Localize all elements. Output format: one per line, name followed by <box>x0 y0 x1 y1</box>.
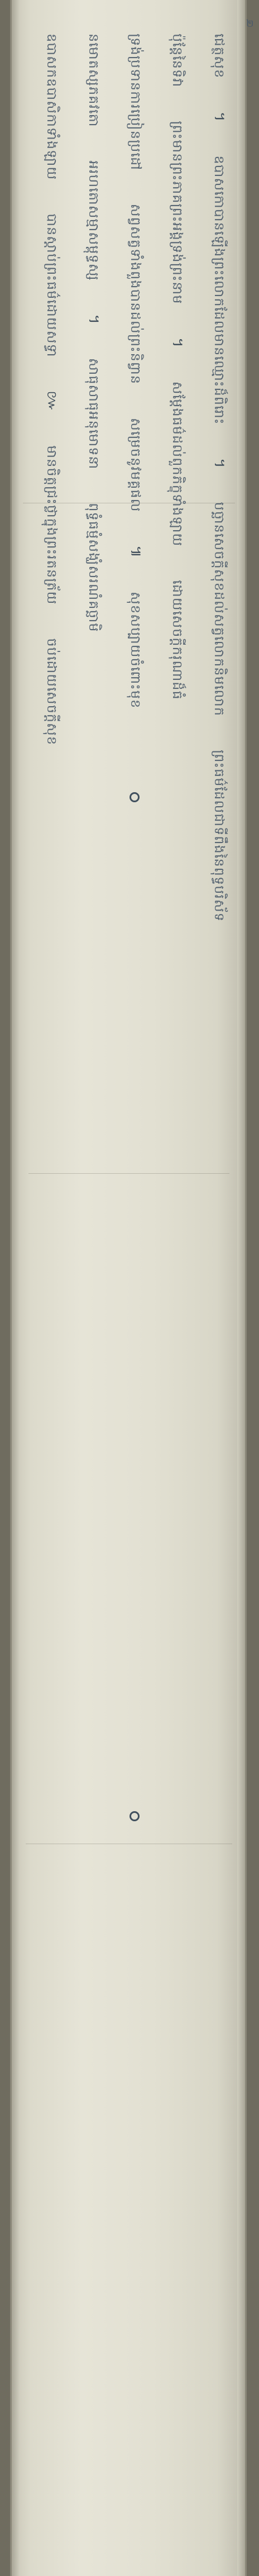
line-2-segment-4: ដោយសេចក្ដីករុណាដ៏ធំ <box>170 580 186 700</box>
line-5-segment-1: ឧបាសកឧបាសិកាទាំងឡាយ <box>44 34 60 180</box>
line-4-segment-2: អរហតោសម្មាសម្ពុទ្ធស្ស <box>86 160 102 281</box>
punctuation-mark: ។ <box>211 112 228 122</box>
manuscript-line-2 <box>162 34 190 2548</box>
manuscript-line-5 <box>37 34 65 2548</box>
line-5-segment-2: បានស្ដាប់ព្រះធម៌ដោយសទ្ធា <box>44 213 60 358</box>
line-4-segment-4: ពុទ្ធំធម្មំសង្ឃំសរណំគច្ឆាមិ <box>86 503 102 632</box>
manuscript-line-1 <box>204 34 232 2548</box>
line-2-segment-2: ព្រះមានព្រះភាគព្រះអង្គទ្រង់ព្រះនាម <box>170 121 186 304</box>
palm-leaf <box>10 0 254 2576</box>
line-5-segment-3: មានចិត្តជ្រះថ្លាក្នុងព្រះរតនត្រ័យ <box>44 445 60 605</box>
line-1-segment-2: ឧបាសកោបានឡើងព្រះលោកដែលមានឈ្មោះដ៏ពិរោះ <box>212 155 228 425</box>
line-4-segment-3: សាធុសាធុអនុមោទនា <box>86 358 102 470</box>
circle-ornament-icon <box>130 1811 140 1821</box>
manuscript-line-4 <box>79 34 107 2548</box>
circle-ornament-icon <box>130 792 140 802</box>
line-1-segment-1: ជេត្ថសុខ <box>212 34 228 79</box>
line-3-segment-2: សព្វសត្វទាំងពួងបានដល់ព្រះនិព្វាន <box>128 203 144 384</box>
leaf-right-edge <box>237 0 245 2576</box>
line-3-segment-1: ទ្រង់ប្រទានការប្រៀនប្រដៅ <box>128 34 144 170</box>
line-1-segment-4: ព្រះធម៌ដែលជាទីពឹងនៃពុទ្ធបរិស័ទ <box>212 750 228 922</box>
punctuation-mark: ៚ <box>44 391 60 412</box>
line-3-segment-3: សម្រេចនូវមគ្គផល <box>128 417 144 512</box>
line-5-segment-4: ចប់ដោយសេចក្ដីសុខ <box>44 638 60 746</box>
line-3-segment-4: សុខសប្បាយចំពោះមុខ <box>128 592 144 709</box>
manuscript-line-3 <box>121 34 148 2548</box>
punctuation-mark: ។ <box>211 458 228 469</box>
punctuation-mark: ៕ <box>127 545 144 559</box>
leaf-number: ២ <box>246 18 254 30</box>
line-1-segment-3: បច្ឆានសេចក្ដីសុខដល់សត្វលោកនិមលោក <box>212 502 228 717</box>
leaf-left-edge <box>12 0 20 2576</box>
line-2-segment-1: ប៉ុន្តែនៃទិវា <box>170 34 186 88</box>
punctuation-mark: ។ <box>169 337 186 348</box>
line-4-segment-1: នមោតស្សភគវតោ <box>86 34 102 127</box>
punctuation-mark: ។ <box>85 314 102 325</box>
line-2-segment-3: សម្ដែងធម៌ដល់ពួកភិក្ខុទាំងឡាយ <box>170 381 186 547</box>
